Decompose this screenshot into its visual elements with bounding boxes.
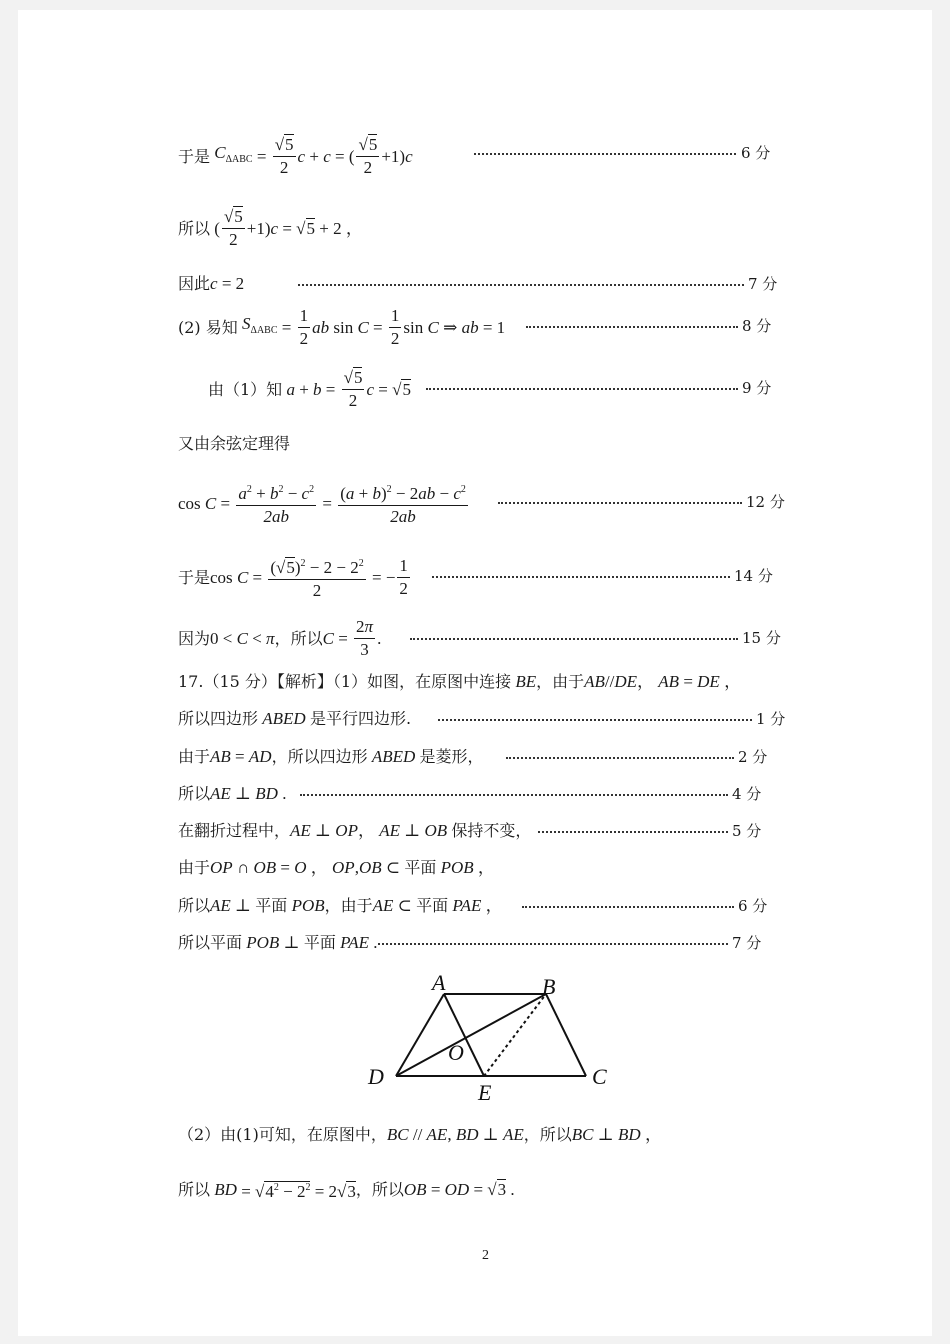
l2-prefix: 所以 bbox=[178, 218, 211, 238]
p17-l8-mid: 平面 bbox=[303, 933, 336, 952]
label-a: A bbox=[432, 970, 446, 995]
score-marker: 9 分 bbox=[742, 379, 772, 397]
edge-bc bbox=[546, 994, 586, 1076]
line-perimeter: 于是 $C_{\Delta ABC}$ = $\frac{√5}{2}$ c + c = ( $\frac{√5}{2}$ +1) c bbox=[178, 135, 413, 177]
l1-prefix: 于是 bbox=[178, 146, 211, 166]
leader-dots bbox=[438, 719, 752, 721]
part2-line1: （2）由(1)可知，在原图中， BC // AE , BD ⊥ AE ，所以 BC ⊥ BD ， bbox=[178, 1125, 662, 1144]
label-o: O bbox=[448, 1040, 464, 1065]
p17-line2: 所以四边形 ABED 是平行四边形. bbox=[178, 709, 412, 728]
page-number: 2 bbox=[482, 1248, 489, 1263]
part2-prefix: （2）由(1)可知，在原图中， bbox=[178, 1125, 387, 1144]
l3-prefix: 因此 bbox=[178, 274, 211, 293]
line-cos-value: 于是 cos C = $\frac{(√5)^2 - 2 - 2^2}{2}$ = − $\frac{1}{2}$ bbox=[178, 556, 408, 600]
p17-l7-mid2: ，由于 bbox=[324, 896, 373, 915]
p17-l7-mid3: 平面 bbox=[416, 896, 449, 915]
score-marker: 15 分 bbox=[742, 629, 781, 647]
label-e: E bbox=[478, 1080, 492, 1105]
geometry-figure bbox=[360, 968, 620, 1108]
score-marker: 4 分 bbox=[732, 785, 762, 803]
leader-dots bbox=[300, 794, 728, 796]
score-marker: 14 分 bbox=[734, 567, 773, 585]
line-text: 又由余弦定理得 bbox=[178, 434, 291, 453]
leader-dots bbox=[526, 326, 738, 328]
p17-l3-suffix: 是菱形， bbox=[419, 747, 484, 766]
p17-line3: 由于 AB = AD ，所以四边形 ABED 是菱形， bbox=[178, 747, 484, 766]
p17-l7-mid: 平面 bbox=[255, 896, 288, 915]
score-marker: 7 分 bbox=[732, 934, 762, 952]
p17-line4: 所以 AE ⊥ BD . bbox=[178, 784, 287, 803]
p17-l5-suffix: 保持不变， bbox=[451, 821, 532, 840]
line-equation: 所以 ( $\frac{√5}{2}$ +1) c = √5 + 2 ， bbox=[178, 207, 363, 249]
p17-l8-prefix: 所以平面 bbox=[178, 933, 243, 952]
p17-l6-mid: 平面 bbox=[404, 858, 437, 877]
p17-l3-mid: ，所以四边形 bbox=[271, 747, 368, 766]
p17-heading-text: 17.（15 分）【解析】（1）如图，在原图中连接 bbox=[178, 672, 512, 691]
edge-be-dashed bbox=[484, 994, 546, 1076]
p17-line6: 由于 OP ∩ OB = O ， OP , OB ⊂ 平面 POB ， bbox=[178, 858, 495, 877]
part2-mid: ，所以 bbox=[523, 1125, 572, 1144]
score-marker: 2 分 bbox=[738, 748, 768, 766]
leader-dots bbox=[410, 638, 738, 640]
p17-l5-prefix: 在翻折过程中， bbox=[178, 821, 291, 840]
p17-line7: 所以 AE ⊥ 平面 POB ，由于 AE ⊂ 平面 PAE ， bbox=[178, 896, 503, 915]
line-c-value: 因此 c = 2 bbox=[178, 274, 245, 293]
leader-dots bbox=[522, 906, 734, 908]
leader-dots bbox=[538, 831, 728, 833]
line-cosine: cos C = $\frac{a^2 + b^2 - c^2}{2ab}$ = $\frac{(a + b)^2 - 2ab - c^2}{2ab}$ bbox=[178, 480, 470, 527]
label-b: B bbox=[542, 974, 556, 999]
line-area: (2) 易知 $S_{\Delta ABC}$ = $\frac{1}{2}$ ab sin C = $\frac{1}{2}$ sin C ⇒ ab = 1 bbox=[178, 306, 506, 348]
score-marker: 8 分 bbox=[742, 317, 772, 335]
leader-dots bbox=[426, 388, 738, 390]
l8-prefix: 于是 bbox=[178, 567, 211, 587]
leader-dots bbox=[378, 943, 728, 945]
label-d: D bbox=[368, 1064, 384, 1089]
part2-l2-prefix: 所以 bbox=[178, 1180, 211, 1199]
leader-dots bbox=[506, 757, 734, 759]
p17-l7-prefix: 所以 bbox=[178, 896, 211, 915]
part2-line2: 所以 BD = $√4^2 - 2^2 = 2√3$ ，所以 OB = OD = √3 . bbox=[178, 1180, 515, 1201]
label-c: C bbox=[592, 1064, 607, 1089]
p17-l3-prefix: 由于 bbox=[178, 747, 211, 766]
p17-l6-prefix: 由于 bbox=[178, 858, 211, 877]
leader-dots bbox=[498, 502, 742, 504]
part2-l2-mid: ，所以 bbox=[355, 1180, 404, 1199]
score-marker: 5 分 bbox=[732, 822, 762, 840]
line-angle: 因为 0 < C < π ，所以 C = $\frac{2\pi}{3}$ . bbox=[178, 617, 382, 659]
score-marker: 12 分 bbox=[746, 493, 785, 511]
p17-line8: 所以平面 POB ⊥ 平面 PAE . bbox=[178, 933, 378, 952]
score-marker: 6 分 bbox=[741, 144, 771, 162]
leader-dots bbox=[298, 284, 744, 286]
p17-l2-suffix: 是平行四边形. bbox=[309, 709, 412, 728]
l5-prefix: 由（1）知 bbox=[208, 379, 283, 399]
p17-l2-prefix: 所以四边形 bbox=[178, 709, 259, 728]
leader-dots bbox=[474, 153, 736, 155]
l9-mid: ，所以 bbox=[274, 628, 323, 648]
l4-prefix: (2) 易知 bbox=[178, 317, 238, 337]
score-marker: 7 分 bbox=[748, 275, 778, 293]
score-marker: 6 分 bbox=[738, 897, 768, 915]
edge-db bbox=[396, 994, 546, 1076]
p17-line5: 在翻折过程中， AE ⊥ OP ， AE ⊥ OB 保持不变， bbox=[178, 821, 532, 840]
leader-dots bbox=[432, 576, 730, 578]
l9-prefix: 因为 bbox=[178, 628, 211, 648]
p17-heading: 17.（15 分）【解析】（1）如图，在原图中连接 BE ，由于 AB // DE ， AB = DE ， bbox=[178, 672, 742, 691]
score-marker: 1 分 bbox=[756, 710, 786, 728]
p17-l4-prefix: 所以 bbox=[178, 784, 211, 803]
p17-mid: ，由于 bbox=[536, 672, 585, 691]
line-sum: 由（1）知 a + b = $\frac{√5}{2}$ c = √5 bbox=[208, 368, 411, 410]
